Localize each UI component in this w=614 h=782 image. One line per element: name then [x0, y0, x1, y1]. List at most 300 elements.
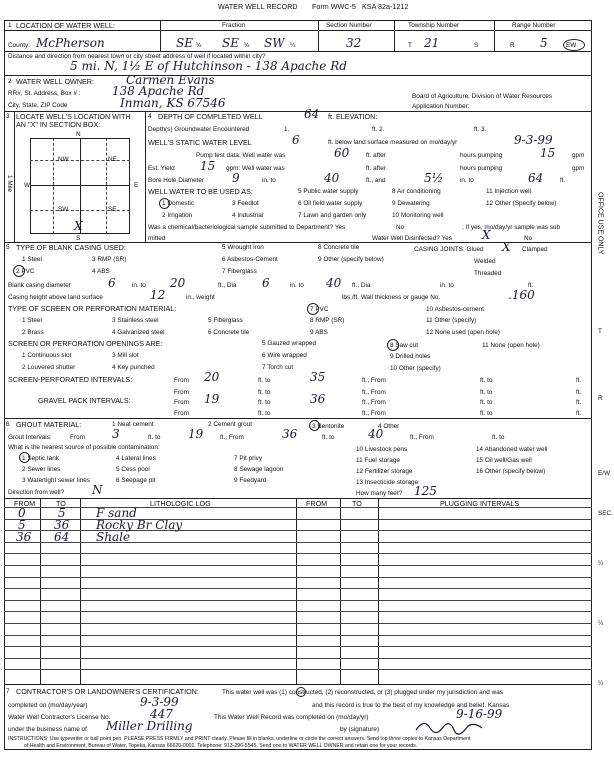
gi-to-3-label: ft. to	[492, 434, 505, 441]
county-label: County:	[8, 42, 31, 49]
welded-label: Welded	[474, 258, 496, 265]
compass-e: E	[134, 182, 139, 189]
use-domestic-circle	[159, 198, 170, 209]
spi-to-2: ft. to	[480, 377, 493, 384]
log-table-row	[4, 669, 592, 670]
contam-fuel: 11 Fuel storage	[356, 457, 400, 464]
contam-septic: 1 Septic tank	[22, 455, 59, 462]
section-number-value: 32	[346, 36, 362, 50]
section-7-number: 7	[6, 688, 10, 695]
spi-ft-end-2: ft.	[576, 389, 582, 396]
contam-watertight: 3 Watertight sewer lines	[22, 477, 90, 484]
office-use-only: OFFICE USE ONLY	[596, 192, 604, 255]
contam-oil-gas: 15 Oil well/Gas well	[476, 457, 532, 464]
fraction-1-value: SE	[176, 36, 193, 50]
contam-lagoon: 8 Sewage lagoon	[234, 466, 284, 473]
well-location-mark: X	[74, 219, 83, 233]
contam-fertilizer: 12 Fertilizer storage	[356, 468, 413, 475]
township-t-label: T	[408, 42, 412, 49]
gpm-label-2: gpm	[572, 165, 585, 172]
gp-ft-end: ft.	[576, 399, 582, 406]
section-2-number: 2	[8, 78, 12, 85]
pump-test-label: Pump test data: Well water was	[196, 152, 286, 159]
log-row-2-from: 5	[18, 518, 26, 532]
use-monitoring: 10 Monitoring well	[392, 212, 444, 219]
screen-asbestos: 10 Asbestos-cement	[426, 306, 484, 313]
contam-other: 16 Other (specify below)	[476, 468, 546, 475]
casing-joints-label: CASING JOINTS: Glued	[414, 246, 484, 253]
log-row-2-to: 36	[54, 518, 70, 532]
screen-steel: 1 Steel	[22, 317, 42, 324]
yield-suffix: gpm: Well water was	[226, 165, 285, 172]
contam-livestock: 10 Livestock pens	[356, 446, 408, 453]
log-table-row	[4, 542, 592, 543]
fraction-3-value: SW	[264, 36, 285, 50]
groundwater-2: ft. 2.	[372, 126, 385, 133]
gi-from-2-value: 36	[282, 427, 298, 441]
casing-fiberglass: 7 Fiberglass	[222, 268, 257, 275]
form-title: WATER WELL RECORD	[218, 2, 298, 11]
static-level-suffix: ft. below land surface measured on mo/day/yr	[328, 139, 458, 146]
margin-ew: E/W	[598, 470, 611, 477]
depth-label: DEPTH OF COMPLETED WELL	[158, 112, 263, 121]
screen-stainless: 3 Stainless steel	[112, 317, 159, 324]
spi-to-4: ft. to	[480, 389, 493, 396]
divider	[106, 138, 107, 234]
instructions-line-2: of Health and Environment, Bureau of Water, Topeka, Kansas 66620-0001. Telephone: 913-296-5545. Send one to WATER WELL OWNER and retain one for your records.	[24, 743, 418, 749]
grout-other: 4 Other	[378, 423, 400, 430]
wall-thickness-label: lbs./ft. Wall thickness or gauge No.	[342, 294, 441, 301]
opening-saw-circle	[387, 339, 399, 351]
contam-feedyard: 9 Feedyard	[234, 477, 267, 484]
pump-after-label: ft. after	[366, 152, 386, 159]
plugging-intervals-header: PLUGGING INTERVALS	[440, 499, 520, 508]
direction-label: Direction from well?	[8, 489, 65, 496]
quarter-mark: ¼	[196, 42, 202, 49]
lithologic-log-header: LITHOLOGIC LOG	[150, 499, 211, 508]
divider	[160, 20, 161, 51]
margin-quarter-2: ¼	[598, 620, 604, 627]
gp-to-value: 36	[310, 392, 326, 406]
bore-2-to-value: 64	[528, 171, 544, 185]
log-from-header: FROM	[14, 499, 36, 508]
blank-in-to: in. to	[132, 282, 146, 289]
location-label: LOCATION OF WATER WELL:	[16, 21, 115, 30]
record-label: This Water Well Record was completed on (mo/day/yr)	[214, 714, 369, 721]
distance-label: Distance and direction from nearest town or city street address of well if located within city?	[8, 53, 266, 60]
gp-ft-end-2: ft.	[576, 410, 582, 417]
quadrant-sw: SW	[58, 206, 69, 213]
opening-saw: 8 Saw cut	[390, 342, 419, 349]
pump-test-value: 60	[334, 146, 350, 160]
use-label: WELL WATER TO BE USED AS:	[148, 187, 253, 196]
casing-abs: 4 ABS	[92, 268, 110, 275]
gp-to-label: ft. to	[258, 399, 271, 406]
contam-septic-circle	[19, 452, 30, 463]
opening-gauzed: 5 Gauzed wrapped	[262, 340, 317, 347]
divider	[394, 20, 395, 51]
casing-other: 9 Other (specify below)	[318, 256, 384, 263]
opening-mill: 3 Mill slot	[112, 352, 139, 359]
address-label: RR#, St. Address, Box # :	[8, 90, 81, 97]
screen-pvc: 7 PVC	[310, 306, 329, 313]
grout-neat: 1 Neat cement	[112, 421, 154, 428]
log-table-row	[4, 588, 592, 589]
disinfected-no: No	[524, 235, 533, 242]
use-other: 12 Other (Specify below)	[486, 200, 557, 207]
gp-from-2: From	[174, 410, 189, 417]
log-row-1-to: 5	[58, 506, 66, 520]
screen-pvc-circle	[307, 303, 319, 315]
log-row-2-desc: Rocky Br Clay	[96, 518, 183, 532]
bore-label: Bore Hole Diameter	[148, 177, 205, 184]
blank-ft-dia: ft., Dia	[218, 282, 237, 289]
groundwater-1: 1.	[284, 126, 290, 133]
divider	[4, 418, 592, 419]
static-date-value: 9-3-99	[514, 133, 553, 147]
hours-pumping-label-2: hours pumping	[460, 165, 503, 172]
chem-no: No	[396, 224, 405, 231]
gi-to-label: ft. to	[148, 434, 161, 441]
gp-to-2: ft. to	[480, 399, 493, 406]
screen-none: 12 None used (open hole)	[426, 329, 500, 336]
use-oil: 6 Oil field water supply	[298, 200, 363, 207]
gauge-value: .160	[508, 288, 535, 302]
dia-3-label: ft., Dia	[352, 282, 371, 289]
divider	[40, 498, 41, 684]
quarter-mark: ¼	[244, 42, 250, 49]
spi-to-value: 35	[310, 370, 326, 384]
ksa-reference: KSA 82a-1212	[362, 2, 409, 11]
gp-from-value: 19	[204, 392, 220, 406]
compass-w: W	[24, 182, 31, 189]
use-injection: 11 Injection well	[486, 188, 531, 195]
yield-label: Est. Yield	[148, 165, 175, 172]
township-number-label: Township Number	[408, 22, 460, 29]
dia-3-ft: ft.	[528, 282, 534, 289]
contam-sewer: 2 Sewer lines	[22, 466, 61, 473]
city-label: City, State, ZIP Code	[8, 102, 68, 109]
log-to-header: TO	[56, 499, 66, 508]
divider	[296, 498, 297, 684]
gpm-label: gpm	[572, 152, 585, 159]
log-table-row	[4, 519, 592, 520]
log-table-row	[4, 658, 592, 659]
log-row-3-to: 64	[54, 530, 70, 544]
contam-abandoned: 14 Abandoned water well	[476, 446, 548, 453]
gp-to-3: ft. to	[258, 410, 271, 417]
divider	[318, 20, 319, 51]
section-4-number: 4	[148, 113, 152, 120]
quadrant-se: SE	[108, 206, 117, 213]
license-label: Water Well Contractor's License No.	[8, 714, 111, 721]
elevation-label: ft. ELEVATION:	[328, 112, 378, 121]
address-value: 138 Apache Rd	[112, 84, 205, 98]
quadrant-nw: NW	[58, 156, 69, 163]
screen-concrete: 6 Concrete tile	[208, 329, 250, 336]
casing-height-value: 12	[150, 288, 166, 302]
static-level-value: 6	[292, 133, 300, 147]
log-row-3-desc: Shale	[96, 530, 131, 544]
log-table-row	[4, 577, 592, 578]
casing-type-label: TYPE OF BLANK CASING USED:	[16, 243, 126, 252]
static-level-label: WELL'S STATIC WATER LEVEL	[148, 138, 252, 147]
completed-value: 9-3-99	[140, 695, 179, 709]
range-direction-circle	[563, 39, 585, 51]
use-public: 5 Public water supply	[298, 188, 359, 195]
yield-value: 15	[200, 159, 216, 173]
divider	[4, 30, 592, 31]
completed-label: completed on (mo/day/year)	[8, 702, 88, 709]
how-many-feet-value: 125	[414, 484, 437, 498]
use-lawn: 7 Lawn and garden only	[298, 212, 367, 219]
blank-diameter-value: 6	[108, 276, 116, 290]
blank-diameter-label: Blank casing diameter	[8, 282, 71, 289]
business-label: under the business name of	[8, 726, 87, 733]
spi-to-label: ft. to	[258, 377, 271, 384]
log-table-row	[4, 611, 592, 612]
dia-2-value: 6	[262, 276, 270, 290]
city-value: Inman, KS 67546	[120, 96, 226, 110]
log-table-row	[4, 530, 592, 531]
signature-label: by (signature)	[340, 726, 380, 733]
plug-from-header: FROM	[306, 499, 328, 508]
section-5-number: 5	[6, 244, 10, 251]
log-table-row	[4, 507, 592, 508]
use-feedlot: 3 Feedlot	[232, 200, 259, 207]
dia-2-to-value: 40	[326, 276, 342, 290]
distance-value: 5 mi. N, 1½ E of Hutchinson - 138 Apache Rd	[70, 59, 347, 73]
casing-concrete: 8 Concrete tile	[318, 244, 360, 251]
bore-ft: ft.	[560, 177, 566, 184]
opening-louvered: 2 Louvered shutter	[22, 364, 76, 371]
locate-label-2: AN "X" IN SECTION BOX:	[16, 120, 101, 129]
clamped-label: Clamped	[522, 246, 548, 253]
casing-wrought: 5 Wrought iron	[222, 244, 264, 251]
margin-quarter-1: ¼	[598, 560, 604, 567]
county-value: McPherson	[36, 36, 105, 50]
spi-ft-from-2: ft., From	[362, 389, 386, 396]
disinfected-mark: X	[482, 228, 491, 242]
bore-2-value: 5½	[424, 171, 444, 185]
locate-label-1: LOCATE WELL'S LOCATION WITH	[16, 112, 131, 121]
divider	[340, 498, 341, 684]
section-6-number: 6	[6, 421, 10, 428]
bore-to-value: 40	[324, 171, 340, 185]
opening-other: 10 Other (specify)	[390, 365, 441, 372]
screen-abs: 9 ABS	[310, 329, 328, 336]
use-domestic: 1 Domestic	[162, 200, 194, 207]
direction-value: N	[92, 483, 103, 497]
divider	[378, 498, 379, 684]
opening-drilled: 9 Drilled holes	[390, 353, 431, 360]
openings-label: SCREEN OR PERFORATION OPENINGS ARE:	[8, 339, 163, 348]
chem-if: ; If yes, mo/day/yr sample was sub	[462, 224, 561, 231]
log-row-1-desc: F sand	[96, 506, 137, 520]
bore-2-in-to: in. to	[460, 177, 474, 184]
grout-bentonite: 3 Bentonite	[312, 423, 345, 430]
cert-label: CONTRACTOR'S OR LANDOWNER'S CERTIFICATION:	[16, 687, 199, 696]
chem-label: Was a chemical/bacteriological sample submitted to Department? Yes	[148, 224, 346, 231]
divider	[4, 684, 592, 685]
opening-key: 4 Key punched	[112, 364, 155, 371]
screen-type-label: TYPE OF SCREEN OR PERFORATION MATERIAL:	[8, 304, 177, 313]
range-value: 5	[540, 36, 548, 50]
bore-ft-and: ft., and	[366, 177, 386, 184]
constructed-circle	[296, 687, 306, 697]
township-s-label: S	[474, 42, 479, 49]
contam-label: What is the nearest source of possible contamination:	[8, 444, 160, 451]
use-irrigation: 2 Irrigation	[162, 212, 193, 219]
casing-joints-mark: X	[502, 240, 511, 254]
quarter-mark: ¼	[290, 42, 296, 49]
dia-2-in-to: in. to	[290, 282, 304, 289]
casing-pvc-circle	[13, 265, 25, 277]
form-border	[4, 20, 592, 750]
section-3-number: 3	[6, 113, 10, 120]
board-label: Board of Agriculture, Division of Water Resources	[412, 93, 553, 100]
owner-value: Carmen Evans	[126, 73, 215, 87]
log-table-row	[4, 646, 592, 647]
divider	[4, 51, 592, 52]
how-many-feet-label: How many feet?	[356, 490, 403, 497]
dia-3-in-to: in. to	[440, 282, 454, 289]
margin-sec: SEC.	[598, 510, 613, 517]
log-table-row	[4, 600, 592, 601]
contam-insecticide: 13 Insecticide storage	[356, 479, 419, 486]
threaded-label: Threaded	[474, 270, 502, 277]
contractor-signature	[414, 716, 484, 736]
gi-ft-from-2: ft., From	[410, 434, 434, 441]
gi-to-value: 19	[188, 427, 204, 441]
fraction-2-value: SE	[222, 36, 239, 50]
section-number-label: Section Number	[326, 22, 372, 29]
spi-ft-end: ft.	[576, 377, 582, 384]
use-air: 8 Air conditioning	[392, 188, 441, 195]
spi-from-label: From	[174, 377, 189, 384]
grout-cement: 2 Cement grout	[208, 421, 253, 428]
fraction-label: Fraction	[222, 22, 246, 29]
hours-pumping-label: hours pumping	[460, 152, 503, 159]
compass-s: S	[76, 235, 81, 242]
divider	[14, 111, 15, 242]
spi-from-value: 20	[204, 370, 220, 384]
opening-wire: 6 Wire wrapped	[262, 352, 307, 359]
true-text: and this record is true to the best of my knowledge and belief. Kansas	[312, 702, 510, 709]
plug-to-header: TO	[352, 499, 362, 508]
contam-cess: 5 Cess pool	[116, 466, 150, 473]
township-value: 21	[424, 36, 440, 50]
margin-quarter-3: ¼	[598, 680, 604, 687]
opening-none: 11 None (open hole)	[482, 342, 540, 349]
use-dewatering: 9 Dewatering	[392, 200, 430, 207]
gi-from-label: From	[70, 434, 85, 441]
quadrant-ne: NE	[108, 156, 117, 163]
divider	[145, 111, 146, 242]
divider	[53, 138, 54, 234]
gp-to-4: ft. to	[480, 410, 493, 417]
screen-rmp: 8 RMP (SR)	[310, 317, 345, 324]
range-direction: EW	[566, 42, 577, 49]
gi-from-value: 3	[112, 427, 120, 441]
screen-brass: 2 Brass	[22, 329, 44, 336]
screen-other: 11 Other (specify)	[426, 317, 477, 324]
contam-privy: 7 Pit privy	[234, 455, 263, 462]
gi-ft-from: ft., From	[220, 434, 244, 441]
blank-to-value: 20	[170, 276, 186, 290]
log-table-row	[4, 623, 592, 624]
owner-label: WATER WELL OWNER:	[16, 77, 94, 86]
spi-ft-from: ft., From	[362, 377, 386, 384]
mile-label: 1 Mile	[6, 175, 14, 193]
casing-asbestos: 6 Asbestos-Cement	[222, 256, 278, 263]
business-value: Miller Drilling	[106, 719, 193, 733]
margin-t: T	[598, 328, 602, 335]
groundwater-label: Depth(s) Groundwater Encountered	[148, 126, 250, 133]
screen-fiberglass: 5 Fiberglass	[208, 317, 243, 324]
application-label: Application Number:	[412, 103, 470, 110]
spi-label: SCREEN-PERFORATED INTERVALS:	[8, 375, 133, 384]
weight-label: in., weight	[186, 294, 215, 301]
gi-to-2-label: ft. to	[322, 434, 335, 441]
grout-intervals-label: Grout Intervals:	[8, 434, 52, 441]
grout-bentonite-circle	[309, 420, 320, 431]
log-table-row	[4, 565, 592, 566]
gp-from-label: From	[174, 399, 189, 406]
instructions-line-1: INSTRUCTIONS: Use typewriter or ball point pen. PLEASE PRESS FIRMLY and PRINT clearly. Please fill in blanks, underline or circle the correct answers. Send top three copies to Kansas Department	[8, 736, 471, 742]
gp-ft-from: ft., From	[362, 399, 386, 406]
divider	[80, 498, 81, 684]
compass-n: N	[76, 131, 81, 138]
pump-gpm-value: 15	[540, 146, 556, 160]
casing-steel: 1 Steel	[22, 256, 42, 263]
section-1-number: 1	[8, 22, 12, 29]
mitted-label: mitted	[148, 235, 166, 242]
license-value: 447	[150, 707, 173, 721]
depth-value: 64	[304, 107, 320, 121]
range-r-label: R	[510, 42, 515, 49]
divider	[4, 75, 592, 76]
log-row-1-from: 0	[18, 506, 26, 520]
log-table-row	[4, 635, 592, 636]
contam-seepage: 6 Seepage pit	[116, 477, 156, 484]
form-number: Form WWC-5	[312, 2, 356, 11]
casing-rmp: 3 RMP (SR)	[92, 256, 127, 263]
record-date-value: 9-16-99	[456, 707, 503, 721]
casing-height-label: Casing height above land surface	[8, 294, 103, 301]
spi-from-2: From	[174, 389, 189, 396]
use-industrial: 4 Industrial	[232, 212, 264, 219]
yield-after-label: ft. after	[366, 165, 386, 172]
range-number-label: Range Number	[512, 22, 556, 29]
gravel-label: GRAVEL PACK INTERVALS:	[38, 396, 131, 405]
grout-label: GROUT MATERIAL:	[16, 420, 82, 429]
groundwater-3: ft. 3.	[474, 126, 487, 133]
opening-torch: 7 Torch cut	[262, 364, 294, 371]
log-table-row	[4, 553, 592, 554]
opening-continuous: 1 Continuous slot	[22, 352, 72, 359]
gp-ft-from-2: ft., From	[362, 410, 386, 417]
divider	[494, 20, 495, 51]
bore-value: 9	[232, 171, 240, 185]
log-row-3-from: 36	[16, 530, 32, 544]
bore-in-to: in. to	[262, 177, 276, 184]
spi-to-3: ft. to	[258, 389, 271, 396]
casing-pvc: 2 PVC	[16, 268, 35, 275]
screen-galvanized: 4 Galvanized steel	[112, 329, 165, 336]
margin-r: R	[598, 395, 603, 402]
cert-text: This water well was (1) constructed, (2) reconstructed, or (3) plugged under my jurisdiction and was	[222, 689, 503, 696]
